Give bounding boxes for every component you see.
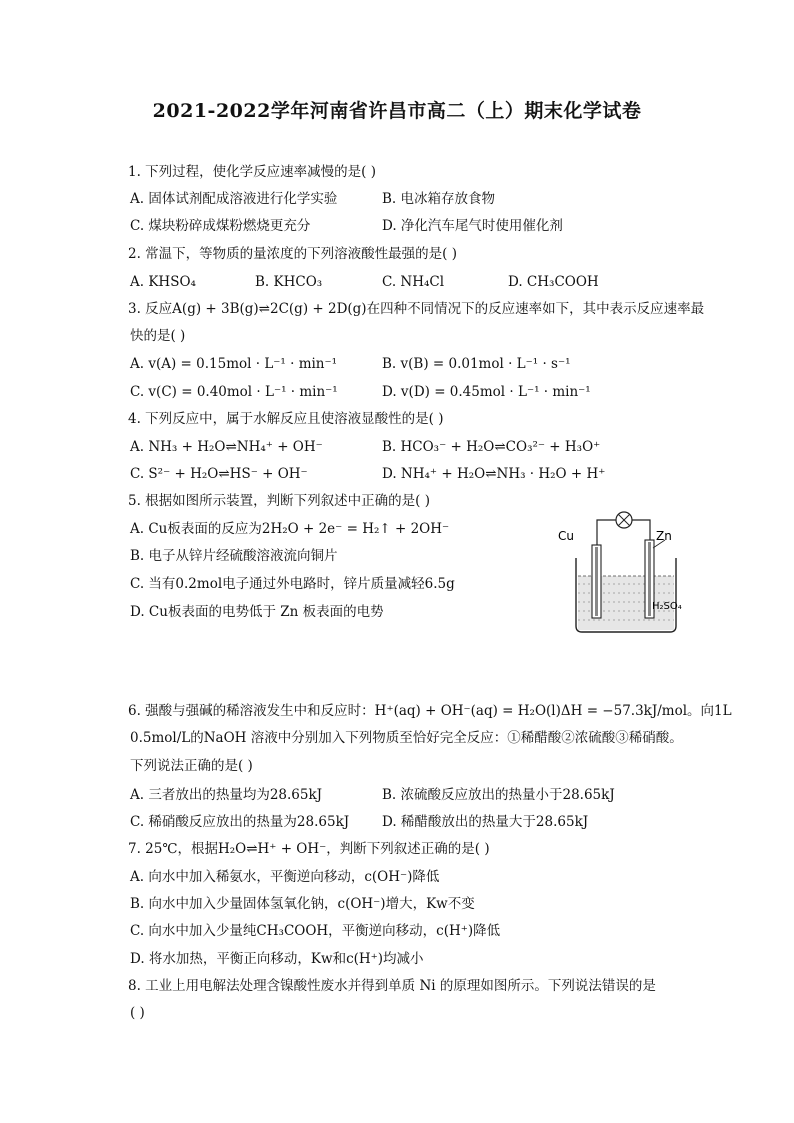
q2-option-c: C. NH₄Cl [382, 274, 445, 290]
q3-option-c: C. v(C) = 0.40mol · L⁻¹ · min⁻¹ [130, 384, 338, 400]
q3-stem-cont: 快的是( ) [130, 328, 186, 344]
q2-option-b: B. KHCO₃ [255, 274, 323, 290]
q7-option-a: A. 向水中加入稀氨水，平衡逆向移动，c(OH⁻)降低 [130, 869, 440, 885]
q5-option-b: B. 电子从锌片经硫酸溶液流向铜片 [130, 548, 338, 564]
q2-option-a: A. KHSO₄ [130, 274, 196, 290]
q2-stem: 2. 常温下，等物质的量浓度的下列溶液酸性最强的是( ) [128, 246, 457, 262]
q3-stem: 3. 反应A(g) + 3B(g)⇌2C(g) + 2D(g)在四种不同情况下的反应速率如下，其中表示反应速率最 [128, 301, 705, 317]
q7-option-d: D. 将水加热，平衡正向移动，Kw和c(H⁺)均减小 [130, 951, 424, 967]
zn-label: Zn [656, 529, 672, 543]
q5-option-a: A. Cu板表面的反应为2H₂O + 2e⁻ = H₂↑ + 2OH⁻ [130, 521, 450, 537]
galvanic-cell-diagram [552, 500, 702, 640]
q6-option-c: C. 稀硝酸反应放出的热量为28.65kJ [130, 814, 350, 830]
q5-stem: 5. 根据如图所示装置，判断下列叙述中正确的是( ) [128, 493, 430, 509]
cu-label: Cu [558, 529, 574, 543]
q3-option-b: B. v(B) = 0.01mol · L⁻¹ · s⁻¹ [382, 356, 571, 372]
q4-option-d: D. NH₄⁺ + H₂O⇌NH₃ · H₂O + H⁺ [382, 466, 606, 482]
q8-stem: 8. 工业上用电解法处理含镍酸性废水并得到单质 Ni 的原理如图所示。下列说法错误的是 [128, 978, 656, 994]
q5-option-d: D. Cu板表面的电势低于 Zn 板表面的电势 [130, 604, 384, 620]
q8-stem-cont: ( ) [130, 1005, 145, 1021]
bulb-icon [616, 512, 632, 528]
q7-stem: 7. 25℃，根据H₂O⇌H⁺ + OH⁻，判断下列叙述正确的是( ) [128, 841, 490, 857]
q6-option-d: D. 稀醋酸放出的热量大于28.65kJ [382, 814, 589, 830]
q5-option-c: C. 当有0.2mol电子通过外电路时，锌片质量减轻6.5g [130, 576, 455, 592]
q3-option-a: A. v(A) = 0.15mol · L⁻¹ · min⁻¹ [130, 356, 338, 372]
q1-option-d: D. 净化汽车尾气时使用催化剂 [382, 218, 563, 234]
q2-option-d: D. CH₃COOH [508, 274, 599, 290]
q1-option-b: B. 电冰箱存放食物 [382, 191, 496, 207]
q7-option-c: C. 向水中加入少量纯CH₃COOH，平衡逆向移动，c(H⁺)降低 [130, 923, 501, 939]
wire-right [632, 520, 650, 540]
q4-option-b: B. HCO₃⁻ + H₂O⇌CO₃²⁻ + H₃O⁺ [382, 439, 601, 455]
q7-option-b: B. 向水中加入少量固体氢氧化钠，c(OH⁻)增大，Kw不变 [130, 896, 475, 912]
wire-left [597, 520, 616, 545]
q6-stem-cont: 0.5mol/L的NaOH 溶液中分别加入下列物质至恰好完全反应：①稀醋酸②浓硫酸③稀硝酸。 [130, 730, 683, 746]
q1-option-c: C. 煤块粉碎成煤粉燃烧更充分 [130, 218, 311, 234]
q1-stem: 1. 下列过程，使化学反应速率减慢的是( ) [128, 164, 376, 180]
q1-option-a: A. 固体试剂配成溶液进行化学实验 [130, 191, 338, 207]
q4-stem: 4. 下列反应中，属于水解反应且使溶液显酸性的是( ) [128, 411, 444, 427]
q4-option-c: C. S²⁻ + H₂O⇌HS⁻ + OH⁻ [130, 466, 308, 482]
q6-stem: 6. 强酸与强碱的稀溶液发生中和反应时：H⁺(aq) + OH⁻(aq) = H₂O(l)ΔH = −57.3kJ/mol。向1L [128, 703, 732, 719]
q4-option-a: A. NH₃ + H₂O⇌NH₄⁺ + OH⁻ [130, 439, 323, 455]
h2so4-label: H₂SO₄ [652, 601, 682, 612]
q3-option-d: D. v(D) = 0.45mol · L⁻¹ · min⁻¹ [382, 384, 591, 400]
q6-option-b: B. 浓硫酸反应放出的热量小于28.65kJ [382, 787, 615, 803]
q6-option-a: A. 三者放出的热量均为28.65kJ [130, 787, 323, 803]
q6-stem-cont2: 下列说法正确的是( ) [130, 758, 253, 774]
page-title: 2021-2022学年河南省许昌市高二（上）期末化学试卷 [152, 100, 642, 122]
